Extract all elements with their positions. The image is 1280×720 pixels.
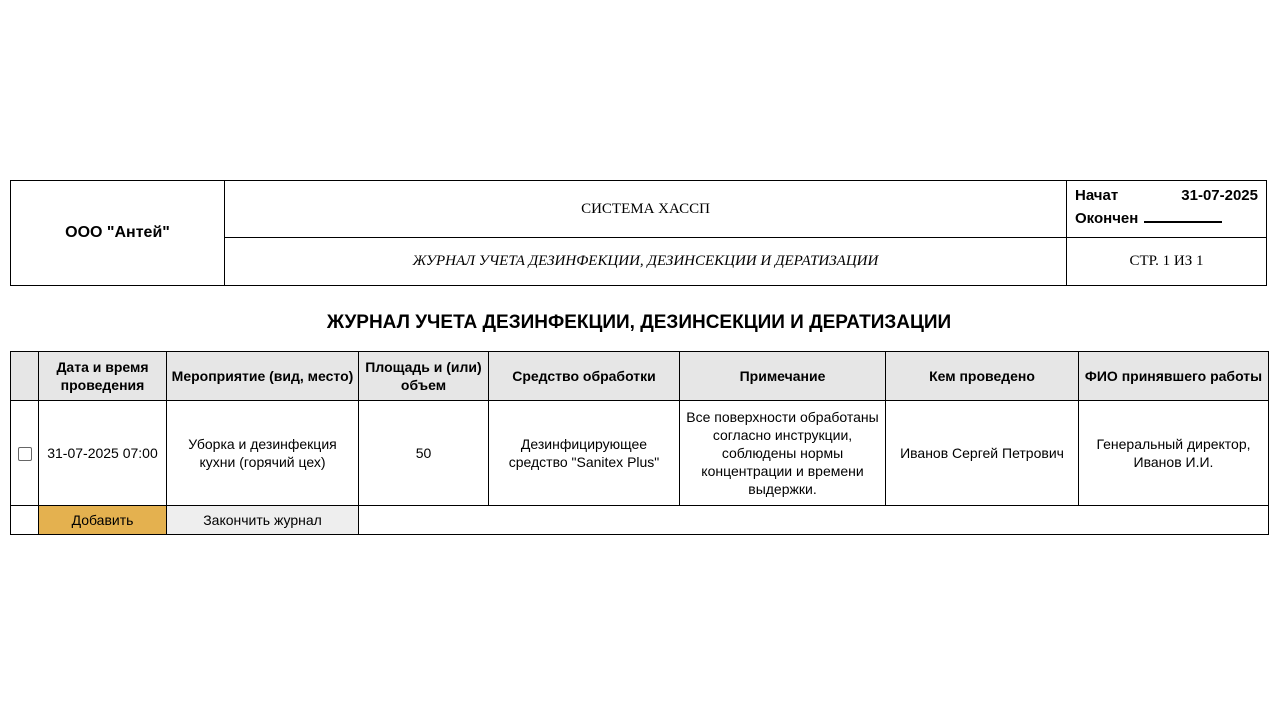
- system-name: СИСТЕМА ХАССП: [225, 181, 1067, 238]
- ended-date-blank: [1144, 207, 1222, 223]
- cell-area: 50: [359, 401, 489, 506]
- row-select-cell: [11, 401, 39, 506]
- column-header-accepted-by: ФИО принявшего работы: [1079, 352, 1269, 401]
- journal-subtitle: ЖУРНАЛ УЧЕТА ДЕЗИНФЕКЦИИ, ДЕЗИНСЕКЦИИ И ДЕРАТИЗАЦИИ: [225, 238, 1067, 286]
- page-counter: СТР. 1 ИЗ 1: [1067, 238, 1267, 286]
- cell-note: Все поверхности обработаны согласно инструкции, соблюдены нормы концентрации и времени выдержки.: [680, 401, 886, 506]
- row-checkbox[interactable]: [18, 447, 32, 461]
- add-button[interactable]: Добавить: [39, 506, 167, 535]
- column-header-agent: Средство обработки: [489, 352, 680, 401]
- column-header-note: Примечание: [680, 352, 886, 401]
- column-header-area: Площадь и (или) объем: [359, 352, 489, 401]
- ended-label: Окончен: [1075, 210, 1139, 227]
- table-header-row: [11, 352, 1269, 401]
- cell-date-time: 31-07-2025 07:00: [39, 401, 167, 506]
- column-header-date: Дата и время проведения: [39, 352, 167, 401]
- cell-activity: Уборка и дезинфекция кухни (горячий цех): [167, 401, 359, 506]
- organization-name: ООО "Антей": [11, 181, 225, 286]
- journal-header: [10, 180, 1267, 286]
- page-title: ЖУРНАЛ УЧЕТА ДЕЗИНФЕКЦИИ, ДЕЗИНСЕКЦИИ И ДЕРАТИЗАЦИИ: [326, 312, 952, 333]
- cell-accepted-by: Генеральный директор, Иванов И.И.: [1079, 401, 1269, 506]
- journal-dates: [1067, 181, 1267, 238]
- ended-row: [1075, 207, 1258, 230]
- actions-row: [11, 506, 1269, 535]
- column-header-performed-by: Кем проведено: [886, 352, 1079, 401]
- actions-empty-cell: [359, 506, 1269, 535]
- started-date: 31-07-2025: [1181, 187, 1258, 204]
- cell-agent: Дезинфицирующее средство "Sanitex Plus": [489, 401, 680, 506]
- journal-table: [10, 351, 1269, 535]
- column-header-activity: Мероприятие (вид, место): [167, 352, 359, 401]
- started-row: [1075, 185, 1258, 207]
- cell-performed-by: Иванов Сергей Петрович: [886, 401, 1079, 506]
- started-label: Начат: [1075, 187, 1119, 204]
- finish-journal-button[interactable]: Закончить журнал: [167, 506, 359, 535]
- select-column-header: [11, 352, 39, 401]
- actions-spacer: [11, 506, 39, 535]
- table-row: [11, 401, 1269, 506]
